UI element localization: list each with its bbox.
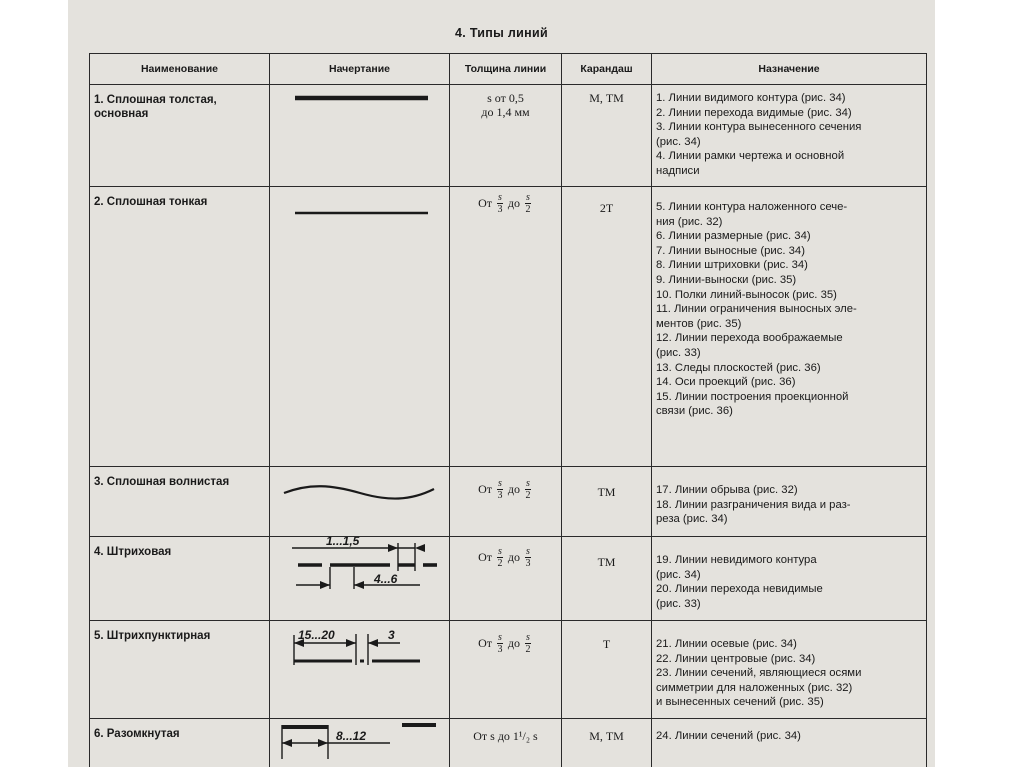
purpose-line: 7. Линии выносные (рис. 34): [656, 244, 805, 257]
purpose-cell: [652, 467, 927, 537]
purpose-line: 20. Линии перехода невидимые: [656, 583, 823, 596]
line-types-table: [89, 53, 927, 767]
header-pencil: Карандаш: [562, 54, 652, 85]
row-name: 1. Сплошная толстая, основная: [90, 85, 270, 187]
pencil-cell: М, ТМ: [562, 719, 652, 767]
pencil-cell: М, ТМ: [562, 85, 652, 187]
purpose-line: 8. Линии штриховки (рис. 34): [656, 259, 808, 272]
fraction: $\frac{s}{2}$: [525, 632, 531, 655]
purpose-line: 5. Линии контура наложенного сече-: [656, 201, 848, 213]
header-drawing: Начертание: [270, 54, 450, 85]
row-name: 6. Разомкнутая: [90, 719, 270, 767]
purpose-line: ния (рис. 32): [656, 215, 723, 228]
purpose-line: 23. Линии сечений, являющиеся осями: [656, 667, 862, 680]
purpose-line: надписи: [656, 164, 700, 177]
table-row: [90, 85, 927, 187]
scanned-page: [68, 0, 935, 767]
fraction: $\frac{s}{2}$: [525, 478, 531, 501]
thickness-cell: От $\frac{s}{3}$ до $\frac{s}{2}$: [450, 467, 562, 537]
purpose-line: 12. Линии перехода воображаемые: [656, 332, 843, 345]
thickness-cell: От $\frac{s}{3}$ до $\frac{s}{2}$: [450, 621, 562, 719]
open-line-sample: [270, 719, 450, 767]
purpose-line: (рис. 33): [656, 597, 701, 610]
thickness-line-2: до 1,4 мм: [481, 105, 530, 119]
solid-thick-line-sample: [270, 85, 450, 185]
purpose-line: 11. Линии ограничения выносных эле-: [656, 303, 857, 316]
thickness-cell: От $\frac{s}{3}$ до $\frac{s}{2}$: [450, 187, 562, 467]
thickness-cell: От s до 1¹/₂ s: [450, 719, 562, 767]
purpose-line: 6. Линии размерные (рис. 34): [656, 230, 811, 243]
line-sample-cell: [270, 187, 450, 467]
purpose-cell: [652, 719, 927, 767]
fraction: $\frac{s}{3}$: [497, 192, 503, 215]
wavy-line-sample: [270, 467, 450, 527]
table-row: [90, 537, 927, 621]
purpose-cell: [652, 621, 927, 719]
pencil-cell: ТМ: [562, 467, 652, 537]
line-sample-cell: [270, 719, 450, 767]
pencil-cell: ТМ: [562, 537, 652, 621]
purpose-cell: [652, 537, 927, 621]
purpose-line: связи (рис. 36): [656, 405, 733, 418]
purpose-line: 18. Линии разграничения вида и раз-: [656, 498, 851, 511]
purpose-line: симметрии для наложенных (рис. 32): [656, 681, 853, 694]
fraction: $\frac{s}{3}$: [525, 546, 531, 569]
purpose-line: и вынесенных сечений (рис. 35): [656, 696, 824, 709]
purpose-line: реза (рис. 34): [656, 513, 728, 526]
purpose-line: 2. Линии перехода видимые (рис. 34): [656, 106, 852, 119]
purpose-line: (рис. 33): [656, 346, 701, 359]
purpose-cell: [652, 187, 927, 467]
purpose-line: 9. Линии-выноски (рис. 35): [656, 273, 797, 286]
header-purpose: Назначение: [652, 54, 927, 85]
pencil-cell: 2Т: [562, 187, 652, 467]
thickness-cell: От $\frac{s}{2}$ до $\frac{s}{3}$: [450, 537, 562, 621]
row-name: 3. Сплошная волнистая: [90, 467, 270, 537]
purpose-line: ментов (рис. 35): [656, 317, 742, 330]
purpose-line: 13. Следы плоскостей (рис. 36): [656, 361, 821, 374]
line-sample-cell: [270, 621, 450, 719]
table-title: 4. Типы линий: [455, 26, 548, 40]
pencil-cell: Т: [562, 621, 652, 719]
table-row: [90, 467, 927, 537]
purpose-line: 1. Линии видимого контура (рис. 34): [656, 92, 846, 104]
table-row: [90, 187, 927, 467]
dim-label-left: 15...20: [298, 628, 335, 642]
dashed-line-sample: [270, 537, 450, 621]
solid-thin-line-sample: [270, 187, 450, 247]
fraction: $\frac{s}{2}$: [497, 546, 503, 569]
purpose-line: (рис. 34): [656, 568, 701, 581]
dim-label-bottom: 4...6: [374, 572, 398, 586]
thickness-line-1: s от 0,5: [487, 91, 524, 105]
purpose-line: 19. Линии невидимого контура: [656, 554, 817, 566]
header-name: Наименование: [90, 54, 270, 85]
purpose-line: 3. Линии контура вынесенного сечения: [656, 121, 862, 134]
purpose-line: 24. Линии сечений (рис. 34): [656, 730, 801, 742]
dash-dot-line-sample: [270, 621, 450, 719]
purpose-line: 17. Линии обрыва (рис. 32): [656, 484, 798, 496]
fraction: $\frac{s}{3}$: [497, 478, 503, 501]
purpose-line: 14. Оси проекций (рис. 36): [656, 376, 796, 389]
dim-label-right: 3: [388, 628, 395, 642]
purpose-line: 4. Линии рамки чертежа и основной: [656, 150, 845, 163]
fraction: $\frac{s}{3}$: [497, 632, 503, 655]
header-row: [90, 54, 927, 85]
purpose-line: 21. Линии осевые (рис. 34): [656, 638, 797, 650]
table-row: [90, 621, 927, 719]
header-thickness: Толщина линии: [450, 54, 562, 85]
fraction: $\frac{s}{2}$: [525, 192, 531, 215]
dim-label-top: 1...1,5: [326, 537, 360, 548]
line-sample-cell: [270, 85, 450, 187]
purpose-line: 10. Полки линий-выносок (рис. 35): [656, 288, 837, 301]
row-name: 5. Штрихпунктирная: [90, 621, 270, 719]
row-name: 2. Сплошная тонкая: [90, 187, 270, 467]
purpose-cell: [652, 85, 927, 187]
purpose-line: 22. Линии центровые (рис. 34): [656, 652, 816, 665]
thickness-cell: [450, 85, 562, 187]
purpose-line: (рис. 34): [656, 135, 701, 148]
line-sample-cell: [270, 467, 450, 537]
table-row: [90, 719, 927, 767]
dim-label-mid: 8...12: [336, 729, 367, 743]
row-name: 4. Штриховая: [90, 537, 270, 621]
purpose-line: 15. Линии построения проекционной: [656, 390, 849, 403]
line-sample-cell: [270, 537, 450, 621]
